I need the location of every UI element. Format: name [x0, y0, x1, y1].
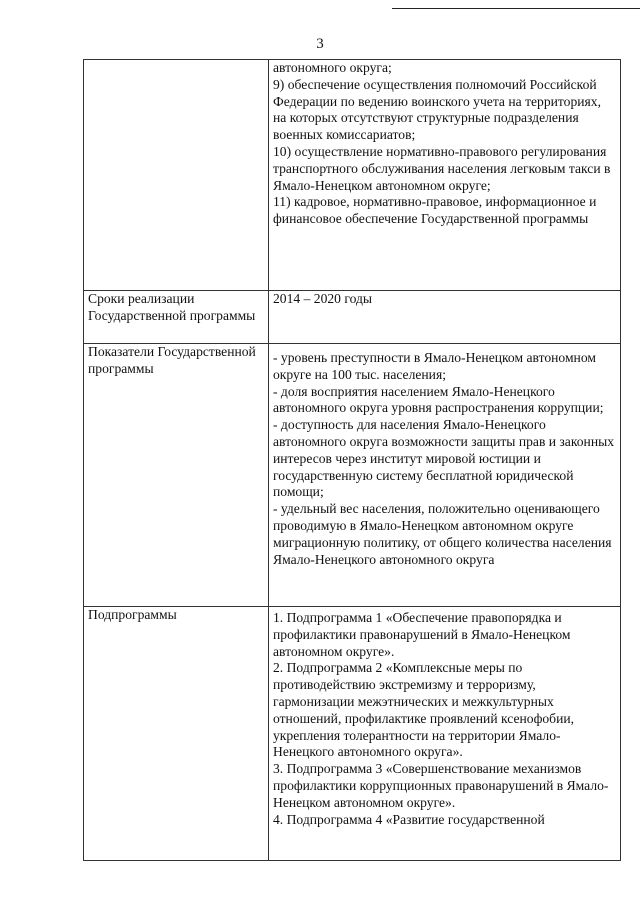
- row-content: - уровень преступности в Ямало-Ненецком автономном округе на 100 тыс. населения; - доля восприятия населением Ямало-Ненецкого автономного округа уровня распространения коррупции; - доступность для населения Ямало-Ненецкого автономного округа возможности защиты прав и законных интересов через институт мировой юстиции и государственную систему бесплатной юридической помощи; - удельный вес населения, положительно оценивающего проводимую в Ямало-Ненецком автономном округе миграционную политику, от общего количества населения Ямало-Ненецкого автономного округа: [269, 344, 621, 607]
- row-label: [84, 60, 269, 291]
- table-row: [84, 291, 621, 344]
- row-content: 2014 – 2020 годы: [269, 291, 621, 344]
- page-number: 3: [316, 36, 324, 52]
- row-content: автономного округа; 9) обеспечение осуществления полномочий Российской Федерации по ведению воинского учета на территориях, на которых отсутствуют структурные подразделения военных комиссариатов; 10) осуществление нормативно-правового регулирования транспортного обслуживания населения легковым такси в Ямало-Ненецком автономном округе; 11) кадровое, нормативно-правовое, информационное и финансовое обеспечение Государственной программы: [269, 60, 621, 291]
- program-passport-table: [83, 59, 621, 861]
- top-rule: [392, 8, 640, 9]
- row-content: 1. Подпрограмма 1 «Обеспечение правопорядка и профилактики правонарушений в Ямало-Ненецком автономном округе». 2. Подпрограмма 2 «Комплексные меры по противодействию экстремизму и терроризму, гармонизации межэтнических и межкультурных отношений, профилактике проявлений ксенофобии, укрепления толерантности на территории Ямало-Ненецкого автономного округа». 3. Подпрограмма 3 «Совершенствование механизмов профилактики коррупционных правонарушений в Ямало-Ненецком автономном округе». 4. Подпрограмма 4 «Развитие государственной: [269, 607, 621, 861]
- row-label: Подпрограммы: [84, 607, 269, 861]
- row-label: Сроки реализации Государственной программы: [84, 291, 269, 344]
- table-row: [84, 607, 621, 861]
- table-row: [84, 344, 621, 607]
- table-row: [84, 60, 621, 291]
- row-label: Показатели Государственной программы: [84, 344, 269, 607]
